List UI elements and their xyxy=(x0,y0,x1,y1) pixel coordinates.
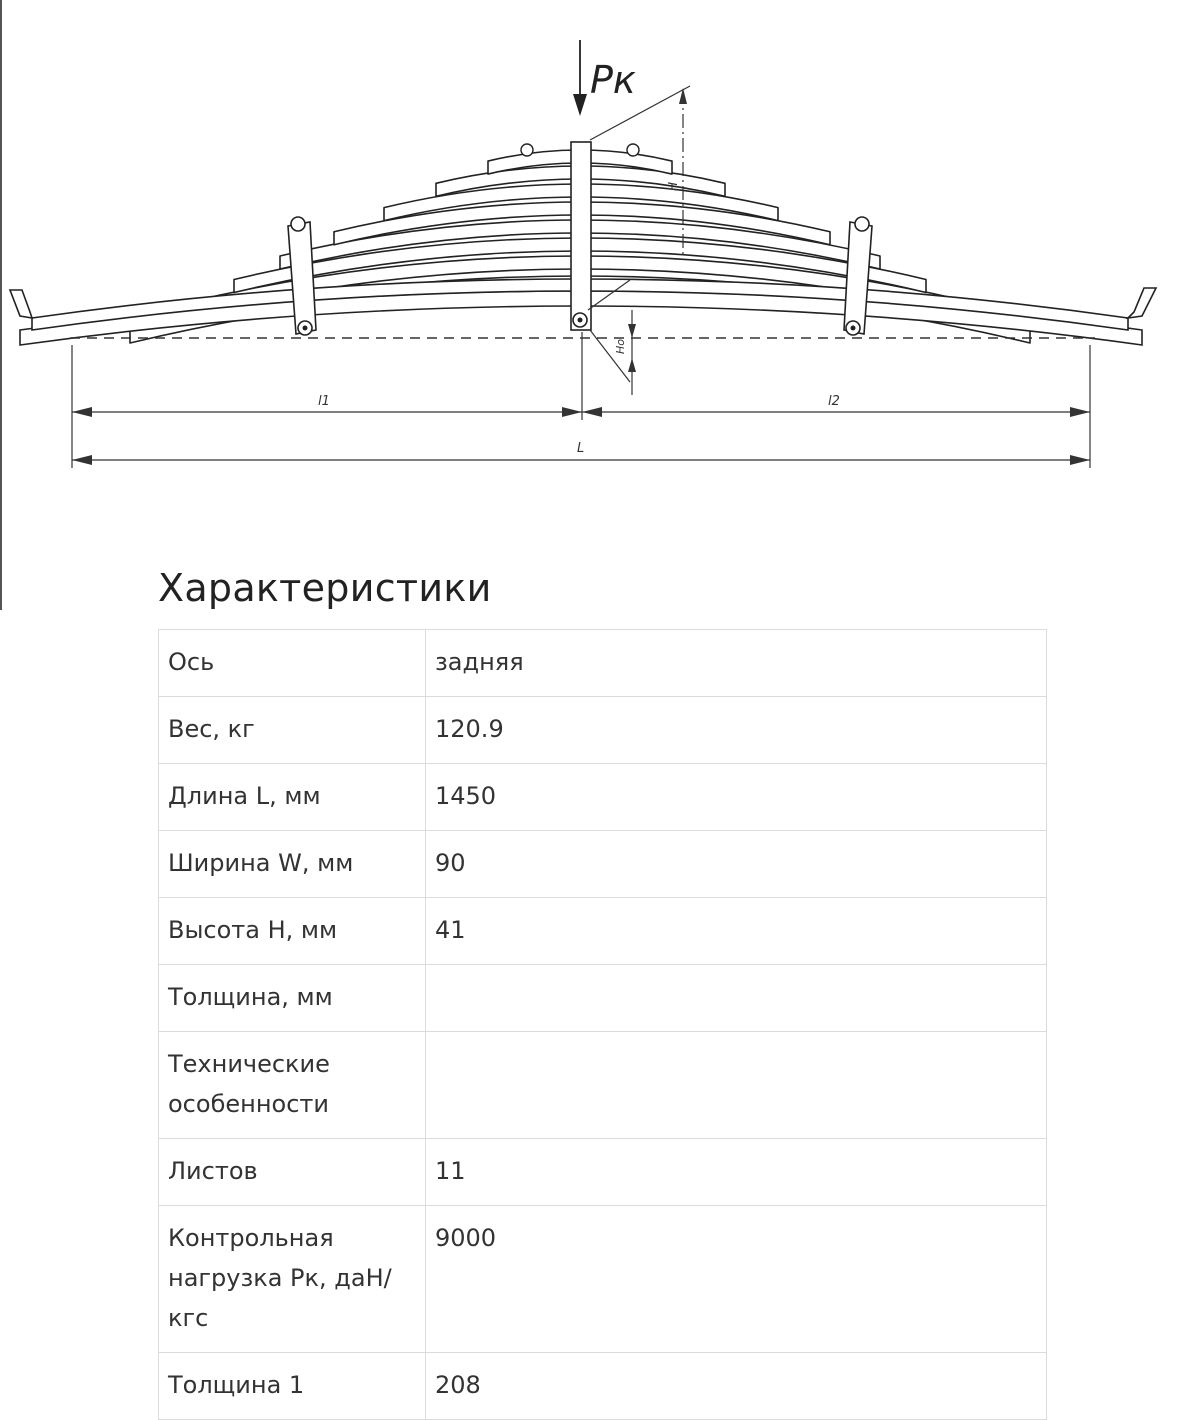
table-row xyxy=(159,965,1047,1032)
spec-key: Ось xyxy=(159,630,426,697)
spec-key: Длина L, мм xyxy=(159,764,426,831)
table-row xyxy=(159,697,1047,764)
spec-value: задняя xyxy=(426,630,1047,697)
table-row xyxy=(159,1353,1047,1420)
spec-value: 9000 xyxy=(426,1206,1047,1353)
spec-key: Контрольная нагрузка Рк, даН/кгс xyxy=(159,1206,426,1353)
left-hook xyxy=(10,290,32,318)
table-row xyxy=(159,898,1047,965)
left-clamp xyxy=(288,217,316,335)
table-row xyxy=(159,1139,1047,1206)
spring-svg xyxy=(0,0,1200,520)
table-row xyxy=(159,1032,1047,1139)
table-row xyxy=(159,764,1047,831)
right-clamp xyxy=(844,217,872,335)
specs-table xyxy=(158,629,1047,1420)
table-row xyxy=(159,831,1047,898)
leaf-spring-drawing xyxy=(0,0,1200,520)
spec-value: 11 xyxy=(426,1139,1047,1206)
spec-key: Ширина W, мм xyxy=(159,831,426,898)
spec-key: Высота H, мм xyxy=(159,898,426,965)
specs-title: Характеристики xyxy=(158,566,492,610)
spec-value: 120.9 xyxy=(426,697,1047,764)
center-bolt xyxy=(571,142,591,330)
right-hook xyxy=(1128,288,1156,318)
spec-key: Листов xyxy=(159,1139,426,1206)
height-small-label: Hо xyxy=(614,338,627,354)
spec-value: 90 xyxy=(426,831,1047,898)
total-length-label: L xyxy=(577,441,585,456)
l2-label: l2 xyxy=(828,394,840,409)
spec-value xyxy=(426,965,1047,1032)
l1-label: l1 xyxy=(318,394,330,409)
table-row xyxy=(159,1206,1047,1353)
height-label: H xyxy=(666,181,680,191)
spec-key: Толщина 1 xyxy=(159,1353,426,1420)
spec-value: 41 xyxy=(426,898,1047,965)
spec-key: Толщина, мм xyxy=(159,965,426,1032)
spec-value xyxy=(426,1032,1047,1139)
force-label: Рк xyxy=(590,58,636,102)
spec-key: Технические особенности xyxy=(159,1032,426,1139)
table-row xyxy=(159,630,1047,697)
spec-value: 208 xyxy=(426,1353,1047,1420)
spec-value: 1450 xyxy=(426,764,1047,831)
spec-key: Вес, кг xyxy=(159,697,426,764)
